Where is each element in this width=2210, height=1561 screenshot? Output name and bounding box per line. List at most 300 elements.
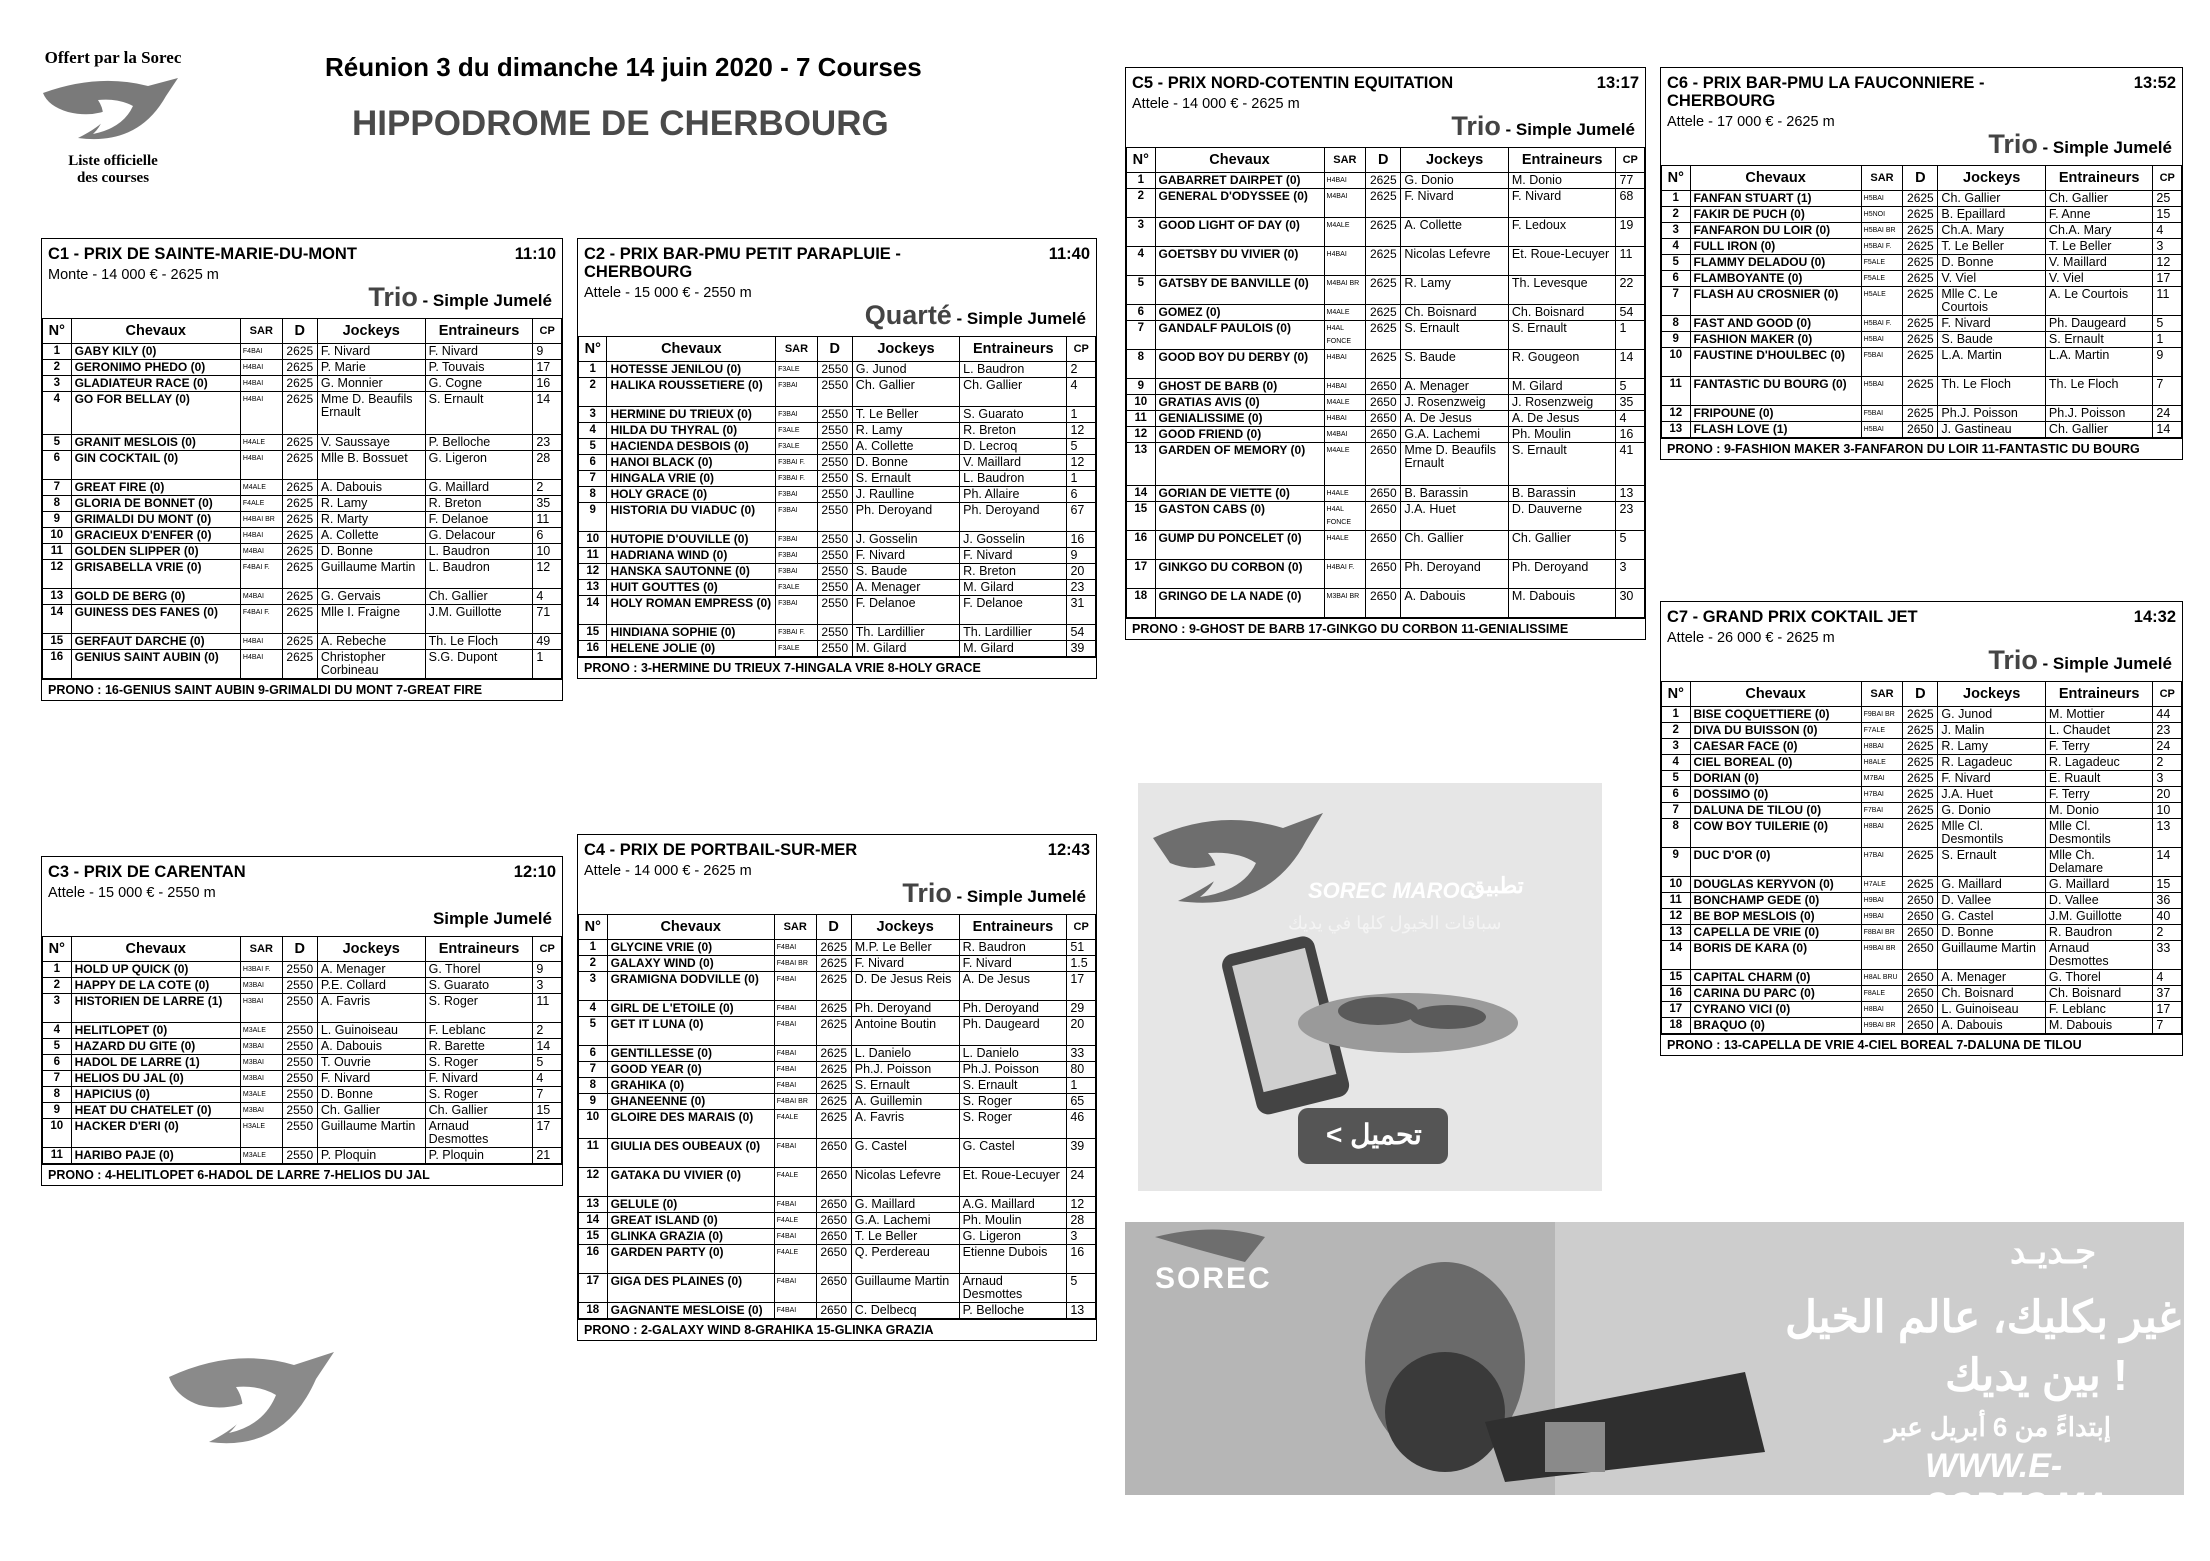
runner-distance: 2550 xyxy=(817,407,852,423)
runner-num: 3 xyxy=(579,972,608,1001)
runner-horse: GOOD YEAR (0) xyxy=(607,1062,774,1078)
col-cp: CP xyxy=(1616,148,1645,173)
runner-trainer: M. Gilard xyxy=(960,580,1067,596)
runner-horse: CAESAR FACE (0) xyxy=(1690,739,1861,755)
runner-trainer: F. Terry xyxy=(2045,787,2153,803)
runner-num: 14 xyxy=(1127,486,1156,502)
runner-row xyxy=(579,503,1096,532)
runner-num: 8 xyxy=(1662,316,1691,332)
runner-jockey: A. Collette xyxy=(1401,218,1509,247)
runner-sar: F3BAI xyxy=(776,596,818,625)
runner-distance: 2650 xyxy=(1903,909,1938,925)
runner-cp: 4 xyxy=(533,589,562,605)
runner-row xyxy=(1127,379,1645,395)
runner-horse: FLAMMY DELADOU (0) xyxy=(1690,255,1861,271)
runner-distance: 2625 xyxy=(282,360,317,376)
runner-cp: 54 xyxy=(1067,625,1096,641)
col-cp: CP xyxy=(533,319,562,344)
runner-distance: 2625 xyxy=(282,512,317,528)
runner-num: 6 xyxy=(1662,787,1691,803)
runner-horse: HILDA DU THYRAL (0) xyxy=(607,423,776,439)
runner-trainer: F. Leblanc xyxy=(2045,1002,2153,1018)
runner-horse: GO FOR BELLAY (0) xyxy=(71,392,240,435)
runner-jockey: Ch. Gallier xyxy=(852,378,959,407)
runner-trainer: L. Baudron xyxy=(960,362,1067,378)
runner-sar: H9BAI xyxy=(1861,909,1903,925)
runner-cp: 23 xyxy=(533,435,562,451)
runner-cp: 54 xyxy=(1616,305,1645,321)
runner-distance: 2625 xyxy=(1903,877,1938,893)
runner-horse: FANFARON DU LOIR (0) xyxy=(1690,223,1861,239)
runner-trainer: F. Delanoe xyxy=(425,512,533,528)
runner-distance: 2550 xyxy=(282,1148,317,1164)
runner-cp: 11 xyxy=(2153,287,2182,316)
race-header xyxy=(1126,68,1645,92)
runner-distance: 2625 xyxy=(1903,406,1938,422)
runner-sar: H5BAI xyxy=(1861,332,1903,348)
runner-trainer: M. Mottier xyxy=(2045,707,2153,723)
runner-horse: HISTORIEN DE LARRE (1) xyxy=(71,994,240,1023)
runner-jockey: A. Dabouis xyxy=(317,480,425,496)
runner-row xyxy=(579,471,1096,487)
runner-num: 15 xyxy=(579,625,607,641)
runner-distance: 2650 xyxy=(1366,531,1401,560)
runner-sar: H7ALE xyxy=(1861,877,1903,893)
runner-sar: H4ALE xyxy=(1324,531,1366,560)
runner-cp: 46 xyxy=(1067,1110,1096,1139)
runner-distance: 2550 xyxy=(282,1071,317,1087)
runner-horse: GARDEN PARTY (0) xyxy=(607,1245,774,1274)
sorec-maroc-app-ad[interactable] xyxy=(1138,783,1602,1191)
runner-cp: 31 xyxy=(1067,596,1096,625)
runner-num: 6 xyxy=(1127,305,1156,321)
runner-horse: GLADIATEUR RACE (0) xyxy=(71,376,240,392)
runner-trainer: J. Gosselin xyxy=(960,532,1067,548)
runner-trainer: Ph. Deroyand xyxy=(959,1001,1067,1017)
runner-jockey: Ph. Deroyand xyxy=(1401,560,1509,589)
runner-sar: H9BAI xyxy=(1861,893,1903,909)
runner-cp: 17 xyxy=(2153,271,2182,287)
runner-trainer: Th. Lardillier xyxy=(960,625,1067,641)
runner-horse: BRAQUO (0) xyxy=(1690,1018,1861,1034)
runner-horse: GRISABELLA VRIE (0) xyxy=(71,560,240,589)
runner-sar: H4ALE xyxy=(1324,486,1366,502)
race-conditions: Attele - 14 000 € - 2625 m xyxy=(584,863,752,879)
bet-side: - Simple Jumelé xyxy=(2037,654,2172,673)
runner-sar: F3ALE xyxy=(776,580,818,596)
runner-cp: 16 xyxy=(1067,532,1096,548)
runner-jockey: A. Menager xyxy=(1938,970,2046,986)
runner-row xyxy=(43,650,562,679)
runner-num: 12 xyxy=(1662,909,1691,925)
runners-table xyxy=(1661,165,2182,438)
runner-trainer: Ph. Daugeard xyxy=(2045,316,2153,332)
runner-row xyxy=(1662,848,2182,877)
runner-row xyxy=(579,1197,1096,1213)
runner-row xyxy=(1662,377,2182,406)
runner-row xyxy=(1662,877,2182,893)
runner-trainer: G. Thorel xyxy=(2045,970,2153,986)
web-ad-url[interactable]: WWW.E-SOREC.MA xyxy=(1925,1447,2109,1524)
app-ad-download-button[interactable]: < تحميل xyxy=(1326,1119,1422,1150)
runner-distance: 2625 xyxy=(282,496,317,512)
runner-jockey: M.P. Le Beller xyxy=(851,940,959,956)
runner-distance: 2625 xyxy=(1903,377,1938,406)
runner-sar: H4BAI xyxy=(240,360,282,376)
runner-row xyxy=(1127,218,1645,247)
runner-sar: H5NOI xyxy=(1861,207,1903,223)
runner-sar: H3BAI xyxy=(240,994,282,1023)
runner-trainer: Mlle Cl. Desmontils xyxy=(2045,819,2153,848)
runner-distance: 2625 xyxy=(282,392,317,435)
runner-trainer: F. Delanoe xyxy=(960,596,1067,625)
runner-jockey: G. Maillard xyxy=(1938,877,2046,893)
runner-sar: H5BAI xyxy=(1861,191,1903,207)
e-sorec-web-ad[interactable] xyxy=(1125,1222,2184,1524)
runner-num: 11 xyxy=(579,548,607,564)
runner-row xyxy=(1662,239,2182,255)
runner-horse: GRAHIKA (0) xyxy=(607,1078,774,1094)
runner-sar: F3ALE xyxy=(776,641,818,657)
runner-trainer: Ch. Gallier xyxy=(1508,531,1616,560)
runner-trainer: Ch.A. Mary xyxy=(2045,223,2153,239)
runner-cp: 6 xyxy=(533,528,562,544)
runner-trainer: D. Vallee xyxy=(2045,893,2153,909)
bet-main: Trio xyxy=(902,878,952,908)
runner-horse: HOLY ROMAN EMPRESS (0) xyxy=(607,596,776,625)
runner-num: 15 xyxy=(43,634,72,650)
runner-trainer: J.M. Guillotte xyxy=(425,605,533,634)
race-card-c5 xyxy=(1125,67,1646,640)
runner-sar: F3ALE xyxy=(776,439,818,455)
runner-row xyxy=(1662,755,2182,771)
runner-jockey: T. Ouvrie xyxy=(317,1055,425,1071)
runner-num: 1 xyxy=(43,962,72,978)
runner-cp: 2 xyxy=(533,480,562,496)
runner-distance: 2650 xyxy=(816,1139,851,1168)
runner-row xyxy=(43,496,562,512)
runner-cp: 4 xyxy=(1067,378,1096,407)
runner-sar: F4BAI xyxy=(774,1303,816,1319)
runner-num: 7 xyxy=(1662,287,1691,316)
runner-sar: M4BAI xyxy=(240,589,282,605)
runner-horse: GIRL DE L'ETOILE (0) xyxy=(607,1001,774,1017)
runner-horse: GOLDEN SLIPPER (0) xyxy=(71,544,240,560)
runner-num: 1 xyxy=(1662,191,1691,207)
runner-cp: 12 xyxy=(1067,423,1096,439)
runner-sar: F4BAI xyxy=(774,1078,816,1094)
runner-trainer: Et. Roue-Lecuyer xyxy=(1508,247,1616,276)
runner-distance: 2650 xyxy=(816,1274,851,1303)
runner-trainer: Ch. Boisnard xyxy=(2045,986,2153,1002)
runner-sar: F3BAI xyxy=(776,487,818,503)
runner-trainer: Mlle Ch. Delamare xyxy=(2045,848,2153,877)
runner-jockey: P.E. Collard xyxy=(317,978,425,994)
runner-distance: 2650 xyxy=(1366,443,1401,486)
race-header xyxy=(1661,68,2182,110)
runner-jockey: C. Delbecq xyxy=(851,1303,959,1319)
runner-trainer: Ph. Allaire xyxy=(960,487,1067,503)
runner-row xyxy=(43,1119,562,1148)
runners-table xyxy=(1126,147,1645,618)
runner-trainer: Th. Levesque xyxy=(1508,276,1616,305)
runner-cp: 10 xyxy=(533,544,562,560)
runner-num: 8 xyxy=(1662,819,1691,848)
runner-sar: H4BAI F. xyxy=(1324,560,1366,589)
runner-num: 5 xyxy=(1662,255,1691,271)
logo-bottom-text-1: Liste officielle xyxy=(68,153,158,169)
runner-jockey: L. Guinoiseau xyxy=(317,1023,425,1039)
runner-sar: F3BAI xyxy=(776,564,818,580)
runner-trainer: S. Guarato xyxy=(960,407,1067,423)
runner-horse: GINKGO DU CORBON (0) xyxy=(1155,560,1324,589)
runner-horse: GABY KILY (0) xyxy=(71,344,240,360)
runner-trainer: R. Gougeon xyxy=(1508,350,1616,379)
runner-horse: GOLD DE BERG (0) xyxy=(71,589,240,605)
runner-jockey: J. Malin xyxy=(1938,723,2046,739)
runner-num: 12 xyxy=(1127,427,1156,443)
runner-distance: 2650 xyxy=(1366,560,1401,589)
col-trainers: Entraineurs xyxy=(959,915,1067,940)
runner-sar: F4BAI xyxy=(774,1197,816,1213)
race-header xyxy=(578,835,1096,859)
runner-sar: M4ALE xyxy=(1324,218,1366,247)
runner-distance: 2625 xyxy=(816,1094,851,1110)
runner-cp: 5 xyxy=(1616,379,1645,395)
runner-sar: H4BAI xyxy=(1324,411,1366,427)
runner-cp: 3 xyxy=(2153,239,2182,255)
race-title: C1 - PRIX DE SAINTE-MARIE-DU-MONT xyxy=(48,245,357,263)
runner-cp: 17 xyxy=(533,1119,562,1148)
runner-cp: 37 xyxy=(2153,986,2182,1002)
runner-jockey: J. Raulline xyxy=(852,487,959,503)
runner-cp: 14 xyxy=(533,1039,562,1055)
runner-cp: 11 xyxy=(533,512,562,528)
runner-jockey: S. Baude xyxy=(1938,332,2046,348)
runner-cp: 35 xyxy=(1616,395,1645,411)
race-card-c4 xyxy=(577,834,1097,1341)
runner-horse: GREAT ISLAND (0) xyxy=(607,1213,774,1229)
runner-row xyxy=(579,1168,1096,1197)
runner-distance: 2625 xyxy=(282,650,317,679)
runner-cp: 80 xyxy=(1067,1062,1096,1078)
runner-distance: 2625 xyxy=(1903,316,1938,332)
runner-jockey: R. Lamy xyxy=(1401,276,1509,305)
web-ad-line2: بين يديك ! xyxy=(1945,1351,2128,1400)
runner-cp: 67 xyxy=(1067,503,1096,532)
runner-horse: HADRIANA WIND (0) xyxy=(607,548,776,564)
runner-horse: HOTESSE JENILOU (0) xyxy=(607,362,776,378)
runner-row xyxy=(43,1071,562,1087)
runner-jockey: Th. Le Floch xyxy=(1938,377,2046,406)
runner-cp: 2 xyxy=(2153,925,2182,941)
runner-jockey: S. Ernault xyxy=(1938,848,2046,877)
runner-cp: 7 xyxy=(2153,377,2182,406)
runner-jockey: G.A. Lachemi xyxy=(1401,427,1509,443)
runner-horse: CAPITAL CHARM (0) xyxy=(1690,970,1861,986)
runner-row xyxy=(43,1087,562,1103)
runner-cp: 14 xyxy=(1616,350,1645,379)
runner-trainer: P. Ploquin xyxy=(425,1148,533,1164)
runner-sar: M4BAI xyxy=(240,544,282,560)
runner-trainer: Ch. Gallier xyxy=(2045,191,2153,207)
runner-horse: HOLY GRACE (0) xyxy=(607,487,776,503)
runner-cp: 2 xyxy=(533,1023,562,1039)
runner-cp: 9 xyxy=(1067,548,1096,564)
runner-horse: GRACIEUX D'ENFER (0) xyxy=(71,528,240,544)
runner-sar: F5BAI xyxy=(1861,348,1903,377)
runner-trainer: G. Cogne xyxy=(425,376,533,392)
runner-distance: 2625 xyxy=(282,560,317,589)
runner-trainer: S. Ernault xyxy=(425,392,533,435)
runner-num: 9 xyxy=(1127,379,1156,395)
col-jockeys: Jockeys xyxy=(1938,166,2046,191)
runner-num: 12 xyxy=(579,564,607,580)
runner-distance: 2625 xyxy=(1903,723,1938,739)
runner-sar: F4BAI xyxy=(240,344,282,360)
runner-trainer: S. Guarato xyxy=(425,978,533,994)
runner-sar: F7BAI xyxy=(1861,803,1903,819)
runner-num: 11 xyxy=(1127,411,1156,427)
runner-cp: 3 xyxy=(1067,1229,1096,1245)
race-title: C4 - PRIX DE PORTBAIL-SUR-MER xyxy=(584,841,858,859)
runner-row xyxy=(43,544,562,560)
runner-trainer: Ph. Deroyand xyxy=(1508,560,1616,589)
runner-row xyxy=(579,455,1096,471)
runner-cp: 2 xyxy=(2153,755,2182,771)
runner-horse: BE BOP MESLOIS (0) xyxy=(1690,909,1861,925)
web-ad-new-label: جـديـد xyxy=(2010,1233,2097,1271)
runner-sar: H4BAI xyxy=(240,528,282,544)
runner-horse: HANOI BLACK (0) xyxy=(607,455,776,471)
runner-num: 15 xyxy=(579,1229,608,1245)
race-conditions: Attele - 26 000 € - 2625 m xyxy=(1667,630,1835,646)
runner-jockey: Mme D. Beaufils Ernault xyxy=(317,392,425,435)
runner-trainer: R. Baudron xyxy=(959,940,1067,956)
runner-jockey: D. Vallee xyxy=(1938,893,2046,909)
bet-side: - Simple Jumelé xyxy=(951,309,1086,328)
runner-sar: M3BAI xyxy=(240,978,282,994)
runners-table xyxy=(578,914,1096,1319)
runner-horse: HEAT DU CHATELET (0) xyxy=(71,1103,240,1119)
runner-distance: 2625 xyxy=(1903,819,1938,848)
runner-cp: 4 xyxy=(1616,411,1645,427)
runner-jockey: J. Rosenzweig xyxy=(1401,395,1509,411)
runner-num: 11 xyxy=(43,1148,72,1164)
runner-num: 7 xyxy=(1662,803,1691,819)
runner-horse: GRAMIGNA DODVILLE (0) xyxy=(607,972,774,1001)
runner-trainer: S. Ernault xyxy=(1508,443,1616,486)
runner-num: 18 xyxy=(1127,589,1156,618)
runner-num: 6 xyxy=(43,1055,72,1071)
runner-distance: 2650 xyxy=(816,1303,851,1319)
runner-sar: F4BAI BR xyxy=(774,956,816,972)
runner-distance: 2550 xyxy=(282,994,317,1023)
runner-sar: F4BAI xyxy=(774,1139,816,1168)
runner-num: 14 xyxy=(579,596,607,625)
runner-distance: 2550 xyxy=(282,1039,317,1055)
race-card-c6 xyxy=(1660,67,2183,460)
runner-jockey: G. Castel xyxy=(851,1139,959,1168)
runner-cp: 3 xyxy=(533,978,562,994)
runner-sar: F4BAI xyxy=(774,1274,816,1303)
runner-jockey: A. Collette xyxy=(852,439,959,455)
runner-sar: F3ALE xyxy=(776,362,818,378)
runner-horse: CARINA DU PARC (0) xyxy=(1690,986,1861,1002)
runner-row xyxy=(1662,1018,2182,1034)
runner-sar: F4ALE xyxy=(774,1245,816,1274)
runner-horse: GUMP DU PONCELET (0) xyxy=(1155,531,1324,560)
runner-num: 18 xyxy=(579,1303,608,1319)
runner-sar: H5BAI F. xyxy=(1861,316,1903,332)
runner-trainer: S. Roger xyxy=(425,994,533,1023)
runner-num: 6 xyxy=(43,451,72,480)
runner-trainer: M. Donio xyxy=(1508,173,1616,189)
runner-jockey: A. Collette xyxy=(317,528,425,544)
runner-distance: 2550 xyxy=(282,1023,317,1039)
runner-num: 5 xyxy=(1127,276,1156,305)
runner-cp: 16 xyxy=(533,376,562,392)
col-num: N° xyxy=(43,319,72,344)
runner-trainer: G. Thorel xyxy=(425,962,533,978)
runner-num: 5 xyxy=(579,439,607,455)
runner-jockey: Guillaume Martin xyxy=(317,560,425,589)
runner-sar: H5BAI F. xyxy=(1861,239,1903,255)
runner-distance: 2625 xyxy=(282,344,317,360)
runner-cp: 29 xyxy=(1067,1001,1096,1017)
runner-row xyxy=(43,435,562,451)
runner-sar: H4BAI xyxy=(1324,173,1366,189)
runner-cp: 12 xyxy=(2153,255,2182,271)
runner-distance: 2650 xyxy=(1903,941,1938,970)
runner-jockey: A. Rebeche xyxy=(317,634,425,650)
runner-row xyxy=(1662,287,2182,316)
col-jockeys: Jockeys xyxy=(317,937,425,962)
runner-row xyxy=(43,451,562,480)
runner-horse: FLASH AU CROSNIER (0) xyxy=(1690,287,1861,316)
runner-distance: 2625 xyxy=(816,1046,851,1062)
runner-num: 10 xyxy=(1127,395,1156,411)
hippodrome-title: HIPPODROME DE CHERBOURG xyxy=(352,104,889,143)
runner-num: 15 xyxy=(1127,502,1156,531)
runner-row xyxy=(1662,909,2182,925)
runner-sar: F3BAI xyxy=(776,378,818,407)
runner-sar: H8AL BRU xyxy=(1861,970,1903,986)
runner-jockey: A. Dabouis xyxy=(317,1039,425,1055)
runner-cp: 9 xyxy=(533,344,562,360)
runner-trainer: G. Ligeron xyxy=(959,1229,1067,1245)
runner-num: 7 xyxy=(579,471,607,487)
runner-distance: 2650 xyxy=(1903,1002,1938,1018)
runner-jockey: M. Gilard xyxy=(852,641,959,657)
runner-num: 1 xyxy=(43,344,72,360)
runner-jockey: D. Bonne xyxy=(317,544,425,560)
runner-num: 4 xyxy=(579,1001,608,1017)
runner-row xyxy=(1662,707,2182,723)
runner-distance: 2550 xyxy=(282,1055,317,1071)
runner-horse: HINDIANA SOPHIE (0) xyxy=(607,625,776,641)
runner-cp: 3 xyxy=(1616,560,1645,589)
runner-jockey: F. Nivard xyxy=(317,344,425,360)
runner-num: 2 xyxy=(1127,189,1156,218)
runner-cp: 1 xyxy=(1067,471,1096,487)
runner-horse: GERFAUT DARCHE (0) xyxy=(71,634,240,650)
runner-jockey: V. Saussaye xyxy=(317,435,425,451)
runner-row xyxy=(1662,771,2182,787)
race-title: C6 - PRIX BAR-PMU LA FAUCONNIERE - CHERBOURG xyxy=(1667,74,1985,110)
runner-sar: F4ALE xyxy=(774,1168,816,1197)
runner-cp: 12 xyxy=(1067,455,1096,471)
